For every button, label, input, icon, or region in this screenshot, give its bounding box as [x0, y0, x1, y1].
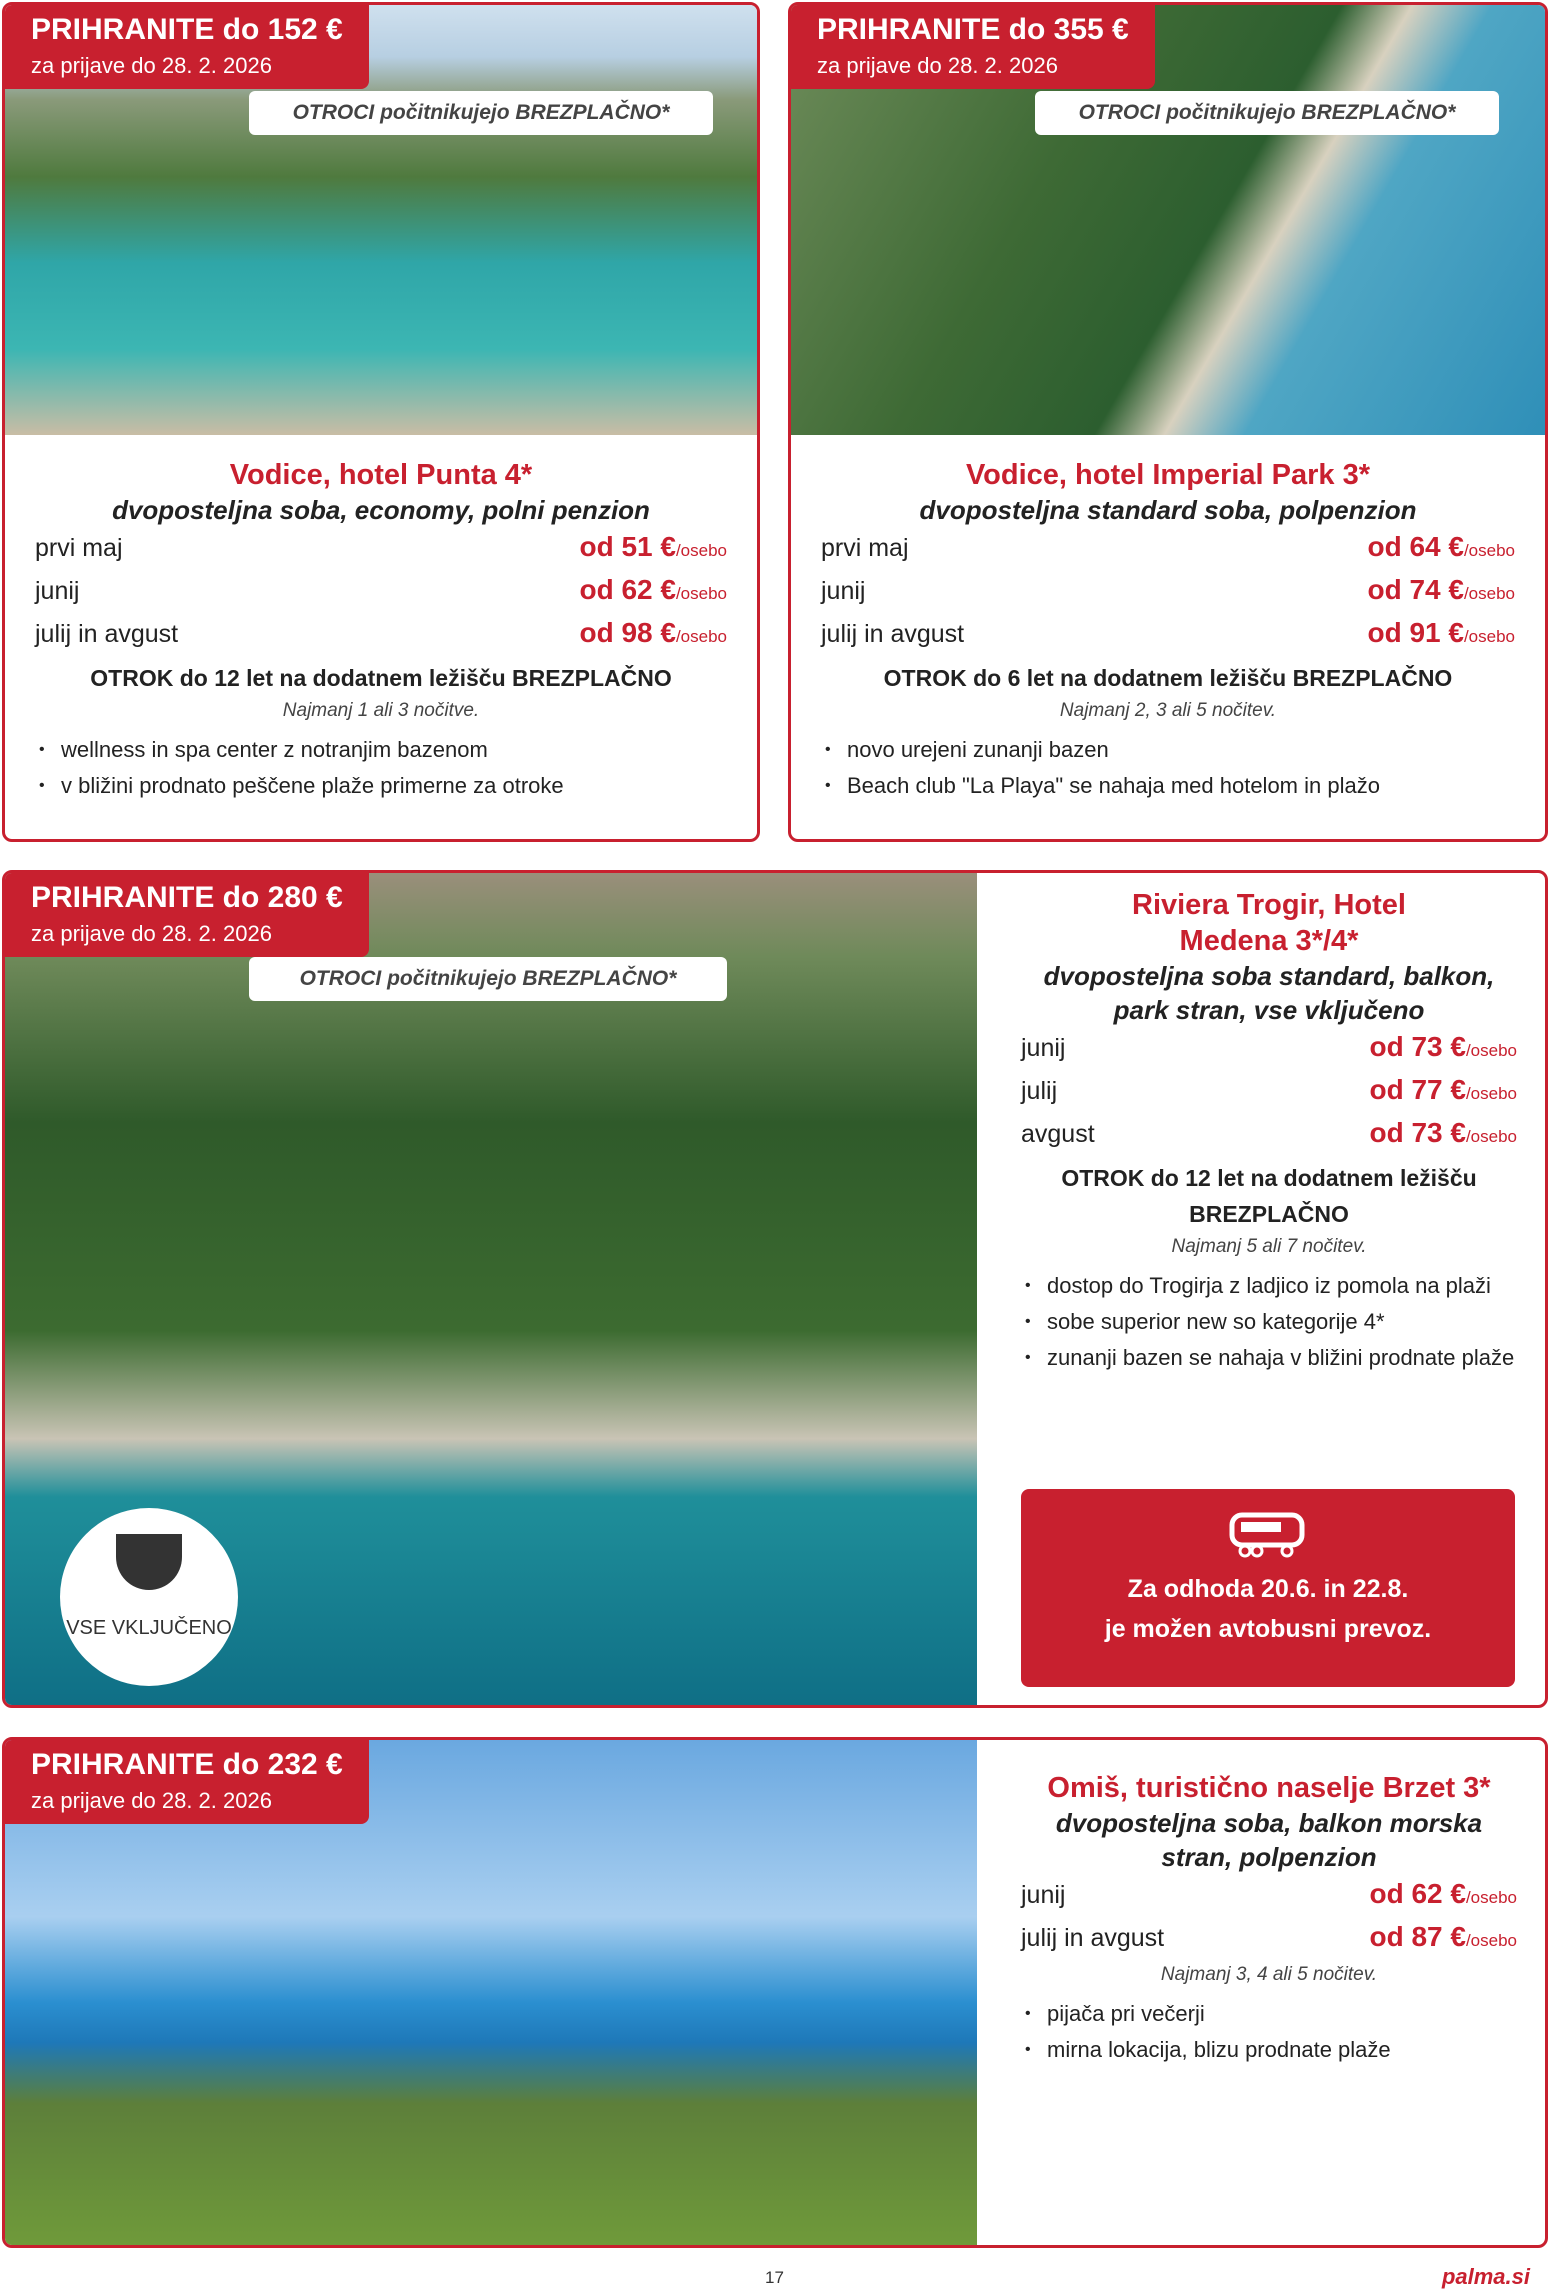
page-number: 17: [765, 2268, 784, 2287]
hotel-title: Vodice, hotel Imperial Park 3*: [965, 459, 1370, 491]
cocktail-icon: [116, 1534, 182, 1590]
kids-free-label: OTROCI počitnikujejo BREZPLAČNO*: [1035, 91, 1499, 135]
room-type: dvoposteljna soba, economy, polni penzion: [112, 495, 650, 525]
price-row: junij od 74 €/osebo: [821, 574, 1515, 605]
savings-badge: PRIHRANITE do 280 € za prijave do 28. 2. 2026: [5, 873, 369, 957]
child-offer: OTROK do 6 let na dodatnem ležišču BREZPLAČNO: [883, 665, 1453, 691]
offer-card-brzet[interactable]: [2, 1737, 1548, 2248]
offer-card-punta[interactable]: [2, 2, 760, 842]
price-row: prvi maj od 64 €/osebo: [821, 531, 1515, 562]
room-type: dvoposteljna soba standard, balkon, park stran, vse vključeno: [1043, 961, 1495, 1025]
min-nights: Najmanj 1 ali 3 nočitve.: [282, 700, 480, 721]
feature-list: • dostop do Trogirja z ladjico iz pomola na plaži • sobe superior new so kategorije 4* • zunanji bazen se nahaja v bližini prodnate plaže: [1021, 1268, 1517, 1376]
price-row: julij in avgust od 91 €/osebo: [821, 617, 1515, 648]
hotel-title: Omiš, turistično naselje Brzet 3*: [1047, 1772, 1491, 1804]
feature-list: • novo urejeni zunanji bazen • Beach club "La Playa" se nahaja med hotelom in plažo: [821, 732, 1515, 804]
min-nights: Najmanj 3, 4 ali 5 nočitev.: [1160, 1964, 1378, 1985]
price-row: junij od 62 €/osebo: [35, 574, 727, 605]
savings-badge: PRIHRANITE do 355 € za prijave do 28. 2. 2026: [791, 5, 1155, 89]
all-inclusive-badge: VSE VKLJUČENO: [60, 1508, 238, 1686]
price-row: avgust od 73 €/osebo: [1021, 1117, 1517, 1148]
bus-line-1: Za odhoda 20.6. in 22.8.: [1127, 1575, 1409, 1603]
price-row: julij in avgust od 98 €/osebo: [35, 617, 727, 648]
kids-free-label: OTROCI počitnikujejo BREZPLAČNO*: [249, 957, 727, 1001]
kids-free-label: OTROCI počitnikujejo BREZPLAČNO*: [249, 91, 713, 135]
min-nights: Najmanj 2, 3 ali 5 nočitev.: [1059, 700, 1277, 721]
offer-card-imperial-park[interactable]: [788, 2, 1548, 842]
price-row: julij od 77 €/osebo: [1021, 1074, 1517, 1105]
price-row: junij od 62 €/osebo: [1021, 1878, 1517, 1909]
feature-list: • wellness in spa center z notranjim bazenom • v bližini prodnato peščene plaže primerne za otroke: [35, 732, 727, 804]
min-nights: Najmanj 5 ali 7 nočitev.: [1171, 1236, 1367, 1257]
room-type: dvoposteljna soba, balkon morska stran, polpenzion: [1055, 1808, 1483, 1872]
savings-badge: PRIHRANITE do 152 € za prijave do 28. 2. 2026: [5, 5, 369, 89]
child-offer: OTROK do 12 let na dodatnem ležišču BREZPLAČNO: [1061, 1165, 1477, 1227]
price-row: junij od 73 €/osebo: [1021, 1031, 1517, 1062]
feature-list: • pijača pri večerji • mirna lokacija, blizu prodnate plaže: [1021, 1996, 1517, 2068]
hotel-title: Vodice, hotel Punta 4*: [229, 459, 533, 491]
room-type: dvoposteljna standard soba, polpenzion: [919, 495, 1417, 525]
savings-badge: PRIHRANITE do 232 € za prijave do 28. 2. 2026: [5, 1740, 369, 1824]
price-row: julij in avgust od 87 €/osebo: [1021, 1921, 1517, 1952]
bus-icon: [1229, 1511, 1307, 1559]
bus-transport-box: [1021, 1489, 1515, 1687]
bus-line-2: je možen avtobusni prevoz.: [1104, 1615, 1432, 1643]
child-offer: OTROK do 12 let na dodatnem ležišču BREZPLAČNO: [90, 665, 672, 691]
brand-link[interactable]: palma.si: [1441, 2264, 1530, 2289]
price-row: prvi maj od 51 €/osebo: [35, 531, 727, 562]
hotel-title: Riviera Trogir, Hotel Medena 3*/4*: [1132, 889, 1406, 957]
